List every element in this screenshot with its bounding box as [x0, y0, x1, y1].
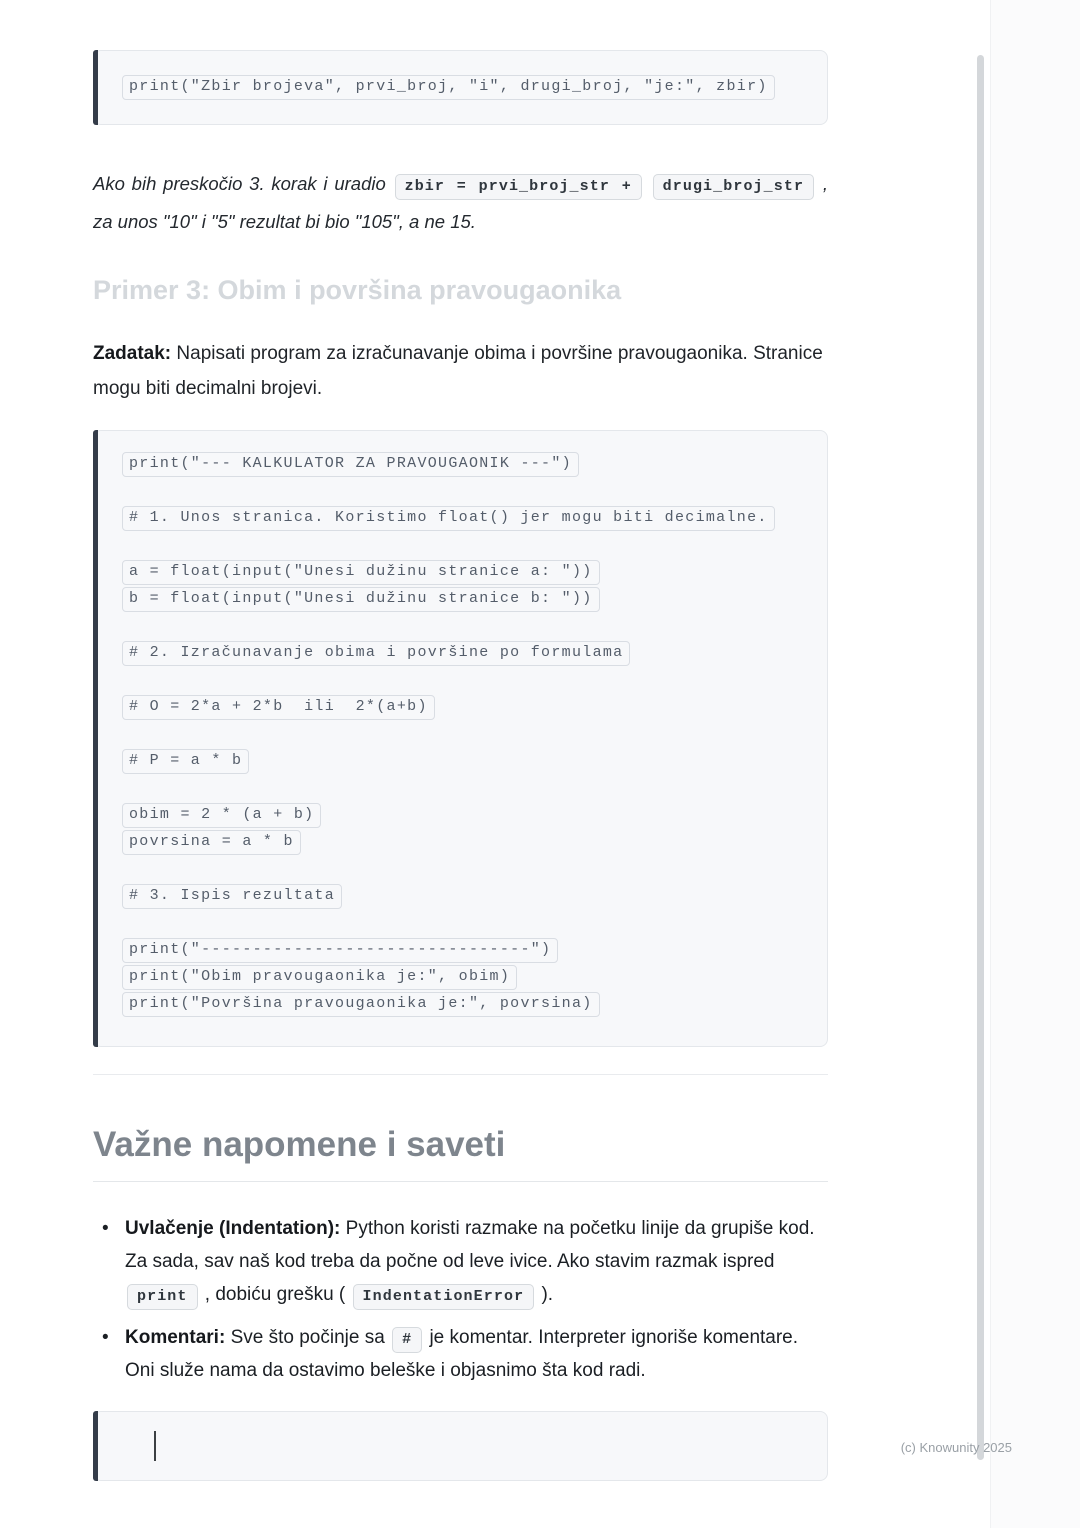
bullet-text: ). — [541, 1284, 554, 1306]
code-text: print("Površina pravougaonika je:", povrsina) — [122, 992, 600, 1017]
heading-primer-3: Primer 3: Obim i površina pravougaonika — [93, 274, 622, 305]
code-line — [122, 775, 799, 802]
bullet-text: je komentar. Interpreter ignoriše komentare. Oni služe nama da ostavimo beleške i objasnimo šta kod radi. — [125, 1327, 799, 1382]
inline-code-zbir-expression: zbir = prvi_broj_str + — [395, 174, 642, 200]
task-paragraph — [93, 336, 828, 406]
code-line — [122, 856, 799, 883]
empty-code-editor[interactable] — [93, 1411, 828, 1481]
code-text: povrsina = a * b — [122, 830, 301, 855]
bullet-text: , dobiću grešku ( — [204, 1284, 346, 1306]
inline-code-indentation-error: IndentationError — [353, 1284, 535, 1310]
code-line — [122, 451, 799, 478]
inline-code-print: print — [127, 1284, 198, 1310]
code-line — [122, 478, 799, 505]
code-line — [122, 694, 799, 721]
scrollbar-thumb[interactable] — [977, 55, 984, 1460]
code-block-sum-print — [93, 50, 828, 125]
code-text: # 1. Unos stranica. Koristimo float() jer mogu biti decimalne. — [122, 506, 775, 531]
code-block-rectangle-program — [93, 430, 828, 1047]
inline-code-drugi-broj-str: drugi_broj_str — [653, 174, 814, 200]
code-line — [122, 667, 799, 694]
code-line — [122, 964, 799, 991]
list-item-comments — [93, 1321, 828, 1387]
code-line — [122, 910, 799, 937]
code-text: a = float(input("Unesi dužinu stranice a: ")) — [122, 560, 600, 585]
code-text: obim = 2 * (a + b) — [122, 803, 321, 828]
code-line — [122, 613, 799, 640]
bullet-label-indentation: Uvlačenje (Indentation): — [125, 1218, 341, 1240]
code-text: # P = a * b — [122, 749, 249, 774]
code-line — [122, 883, 799, 910]
code-lines — [122, 74, 799, 101]
code-text: b = float(input("Unesi dužinu stranice b: ")) — [122, 587, 600, 612]
code-line — [122, 505, 799, 532]
task-label: Zadatak: — [93, 342, 172, 364]
section-divider — [93, 1074, 828, 1075]
code-line — [122, 74, 799, 101]
code-line — [122, 802, 799, 829]
code-text: print("Obim pravougaonika je:", obim) — [122, 965, 517, 990]
code-line — [122, 937, 799, 964]
list-item-indentation — [93, 1212, 828, 1311]
code-text: print("Zbir brojeva", prvi_broj, "i", drugi_broj, "je:", zbir) — [122, 75, 775, 100]
inline-code-hash: # — [392, 1327, 422, 1353]
note-text-start: Ako bih preskočio 3. korak i uradio — [93, 173, 386, 194]
code-line — [122, 532, 799, 559]
code-text: print("--- KALKULATOR ZA PRAVOUGAONIK ---") — [122, 452, 579, 477]
text-cursor — [154, 1431, 156, 1461]
code-line — [122, 586, 799, 613]
bullet-label-comments: Komentari: — [125, 1327, 226, 1349]
code-line — [122, 559, 799, 586]
code-text: # O = 2*a + 2*b ili 2*(a+b) — [122, 695, 435, 720]
note-text-end: , za unos "10" i "5" rezultat bi bio "105", a ne 15. — [93, 173, 829, 232]
heading-underline-rule — [93, 1181, 828, 1182]
bullet-text: Python koristi razmake na početku linije da grupiše kod. Za sada, sav naš kod treba da počne od leve ivice. Ako stavim razmak ispred — [125, 1218, 815, 1273]
bullet-text: Sve što počinje sa — [230, 1327, 385, 1349]
code-lines — [122, 451, 799, 1018]
right-gutter-panel — [990, 0, 1080, 1528]
note-paragraph — [93, 165, 828, 241]
code-line — [122, 640, 799, 667]
document-content — [93, 0, 828, 1481]
code-text: print("--------------------------------") — [122, 938, 558, 963]
task-text: Napisati program za izračunavanje obima i površine pravougaonika. Stranice mogu biti decimalni brojevi. — [93, 342, 823, 399]
heading-vazne-napomene: Važne napomene i saveti — [93, 1125, 506, 1165]
code-line — [122, 721, 799, 748]
code-line — [122, 748, 799, 775]
code-line — [122, 991, 799, 1018]
code-text: # 3. Ispis rezultata — [122, 884, 342, 909]
watermark: (c) Knowunity 2025 — [900, 1440, 1012, 1455]
notes-list — [93, 1212, 828, 1387]
code-line — [122, 829, 799, 856]
code-text: # 2. Izračunavanje obima i površine po formulama — [122, 641, 630, 666]
